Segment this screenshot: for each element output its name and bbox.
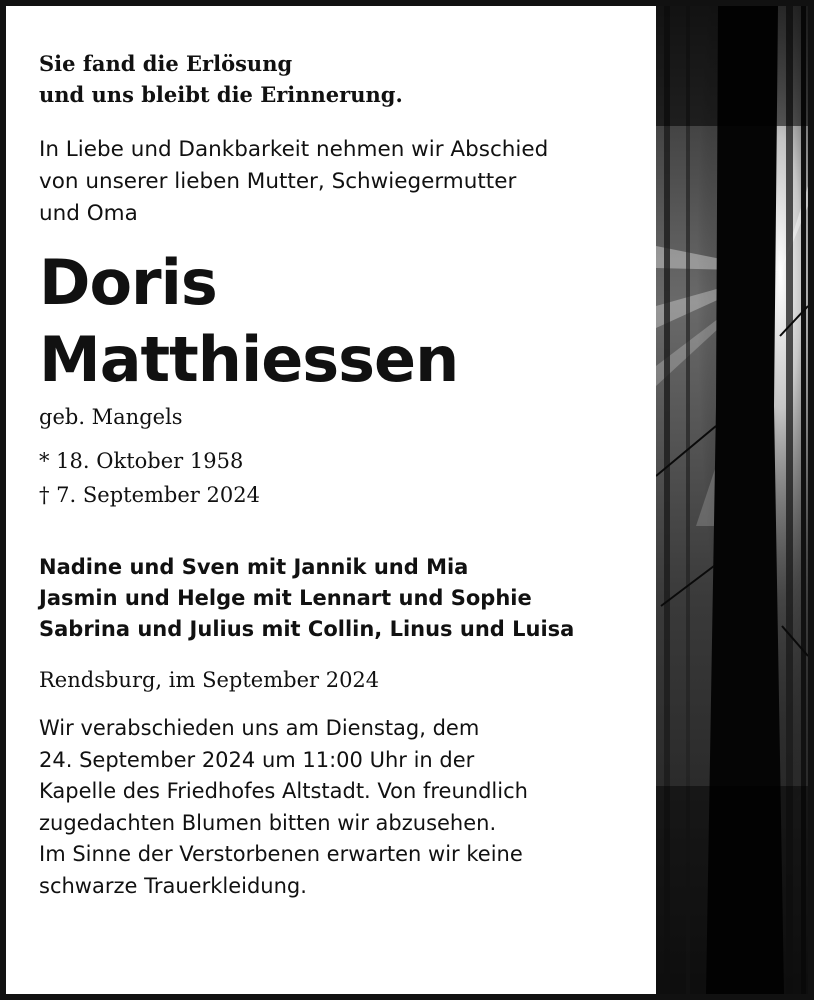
- forest-sunlight-photo: [656, 6, 808, 994]
- intro-line: und Oma: [39, 201, 138, 226]
- funeral-line: zugedachten Blumen bitten wir abzusehen.: [39, 810, 497, 835]
- intro-line: von unserer lieben Mutter, Schwiegermutter: [39, 169, 517, 194]
- deceased-name: [39, 244, 649, 398]
- intro-line: In Liebe und Dankbarkeit nehmen wir Abschied: [39, 137, 549, 162]
- first-name: Doris: [39, 246, 217, 319]
- funeral-line: schwarze Trauerkleidung.: [39, 873, 307, 898]
- motto: [39, 48, 649, 110]
- funeral-line: Wir verabschieden uns am Dienstag, dem: [39, 716, 480, 740]
- family-members: [39, 552, 649, 645]
- life-dates: [39, 444, 649, 512]
- birth-date: * 18. Oktober 1958: [39, 449, 244, 473]
- death-date: † 7. September 2024: [39, 483, 260, 507]
- family-line: Nadine und Sven mit Jannik und Mia: [39, 555, 469, 579]
- funeral-line: Im Sinne der Verstorbenen erwarten wir keine: [39, 842, 523, 866]
- intro-text: [39, 134, 649, 230]
- family-line: Sabrina und Julius mit Collin, Linus und Luisa: [39, 617, 575, 641]
- forest-photo-graphic: [656, 6, 808, 994]
- motto-line: Sie fand die Erlösung: [39, 51, 293, 76]
- place-date: Rendsburg, im September 2024: [39, 668, 380, 692]
- last-name: Matthiessen: [39, 323, 459, 396]
- funeral-info: [39, 713, 649, 902]
- birth-name: geb. Mangels: [39, 405, 183, 429]
- notice-text: [39, 48, 649, 902]
- funeral-line: 24. September 2024 um 11:00 Uhr in der: [39, 747, 475, 772]
- funeral-line: Kapelle des Friedhofes Altstadt. Von freundlich: [39, 779, 528, 803]
- motto-line: und uns bleibt die Erinnerung.: [39, 82, 403, 107]
- family-line: Jasmin und Helge mit Lennart und Sophie: [39, 586, 532, 610]
